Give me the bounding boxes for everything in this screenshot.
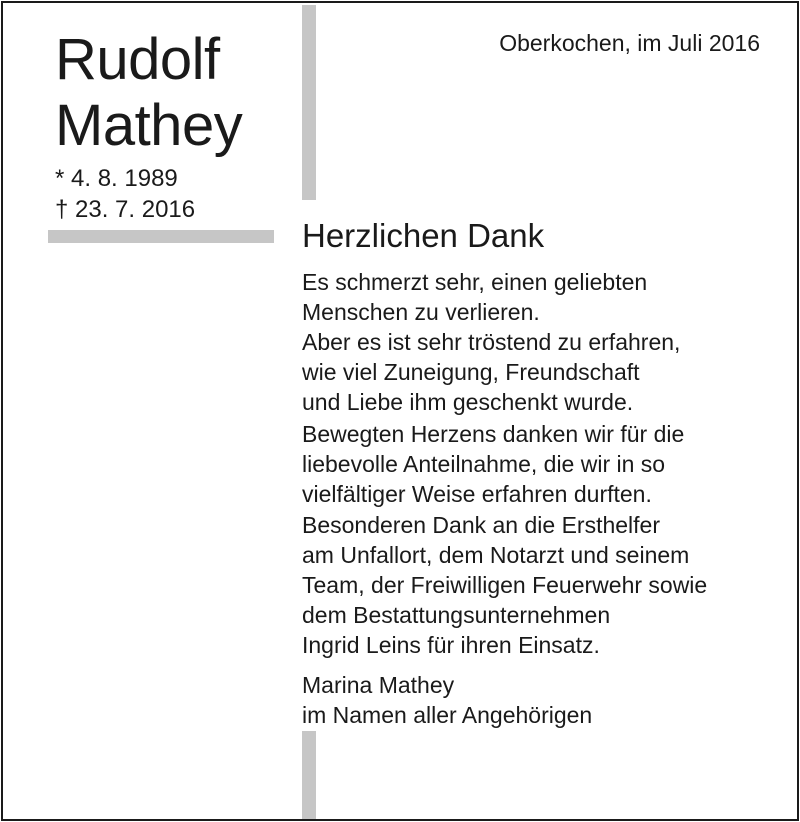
text-line: dem Bestattungsunternehmen xyxy=(302,602,611,628)
thank-you-heading: Herzlichen Dank xyxy=(302,217,545,254)
paragraph-special-thanks xyxy=(302,510,772,660)
signature-name: Marina Mathey xyxy=(302,672,455,698)
death-date: † 23. 7. 2016 xyxy=(55,196,196,223)
signature-subtitle: im Namen aller Angehörigen xyxy=(302,702,593,728)
place-and-date: Oberkochen, im Juli 2016 xyxy=(499,30,760,56)
text-line: liebevolle Anteilnahme, die wir in so xyxy=(302,451,666,477)
signature-block xyxy=(302,670,772,730)
horizontal-accent-bar xyxy=(48,230,274,243)
vertical-accent-bar-bottom xyxy=(302,731,316,819)
text-line: Ingrid Leins für ihren Einsatz. xyxy=(302,632,600,658)
text-line: Menschen zu verlieren. xyxy=(302,299,540,325)
text-line: am Unfallort, dem Notarzt und seinem xyxy=(302,542,690,568)
text-line: Es schmerzt sehr, einen geliebten xyxy=(302,269,648,295)
deceased-last-name: Mathey xyxy=(55,93,243,158)
text-line: vielfältiger Weise erfahren durften. xyxy=(302,481,652,507)
text-line: Team, der Freiwilligen Feuerwehr sowie xyxy=(302,572,708,598)
paragraph-loss xyxy=(302,267,772,417)
text-line: Besonderen Dank an die Ersthelfer xyxy=(302,512,660,538)
paragraph-thanks xyxy=(302,419,772,509)
text-line: Bewegten Herzens danken wir für die xyxy=(302,421,685,447)
text-line: wie viel Zuneigung, Freundschaft xyxy=(302,359,640,385)
text-line: und Liebe ihm geschenkt wurde. xyxy=(302,389,634,415)
text-line: Aber es ist sehr tröstend zu erfahren, xyxy=(302,329,681,355)
birth-date: * 4. 8. 1989 xyxy=(55,165,178,192)
vertical-accent-bar-top xyxy=(302,5,316,200)
deceased-first-name: Rudolf xyxy=(55,27,220,92)
